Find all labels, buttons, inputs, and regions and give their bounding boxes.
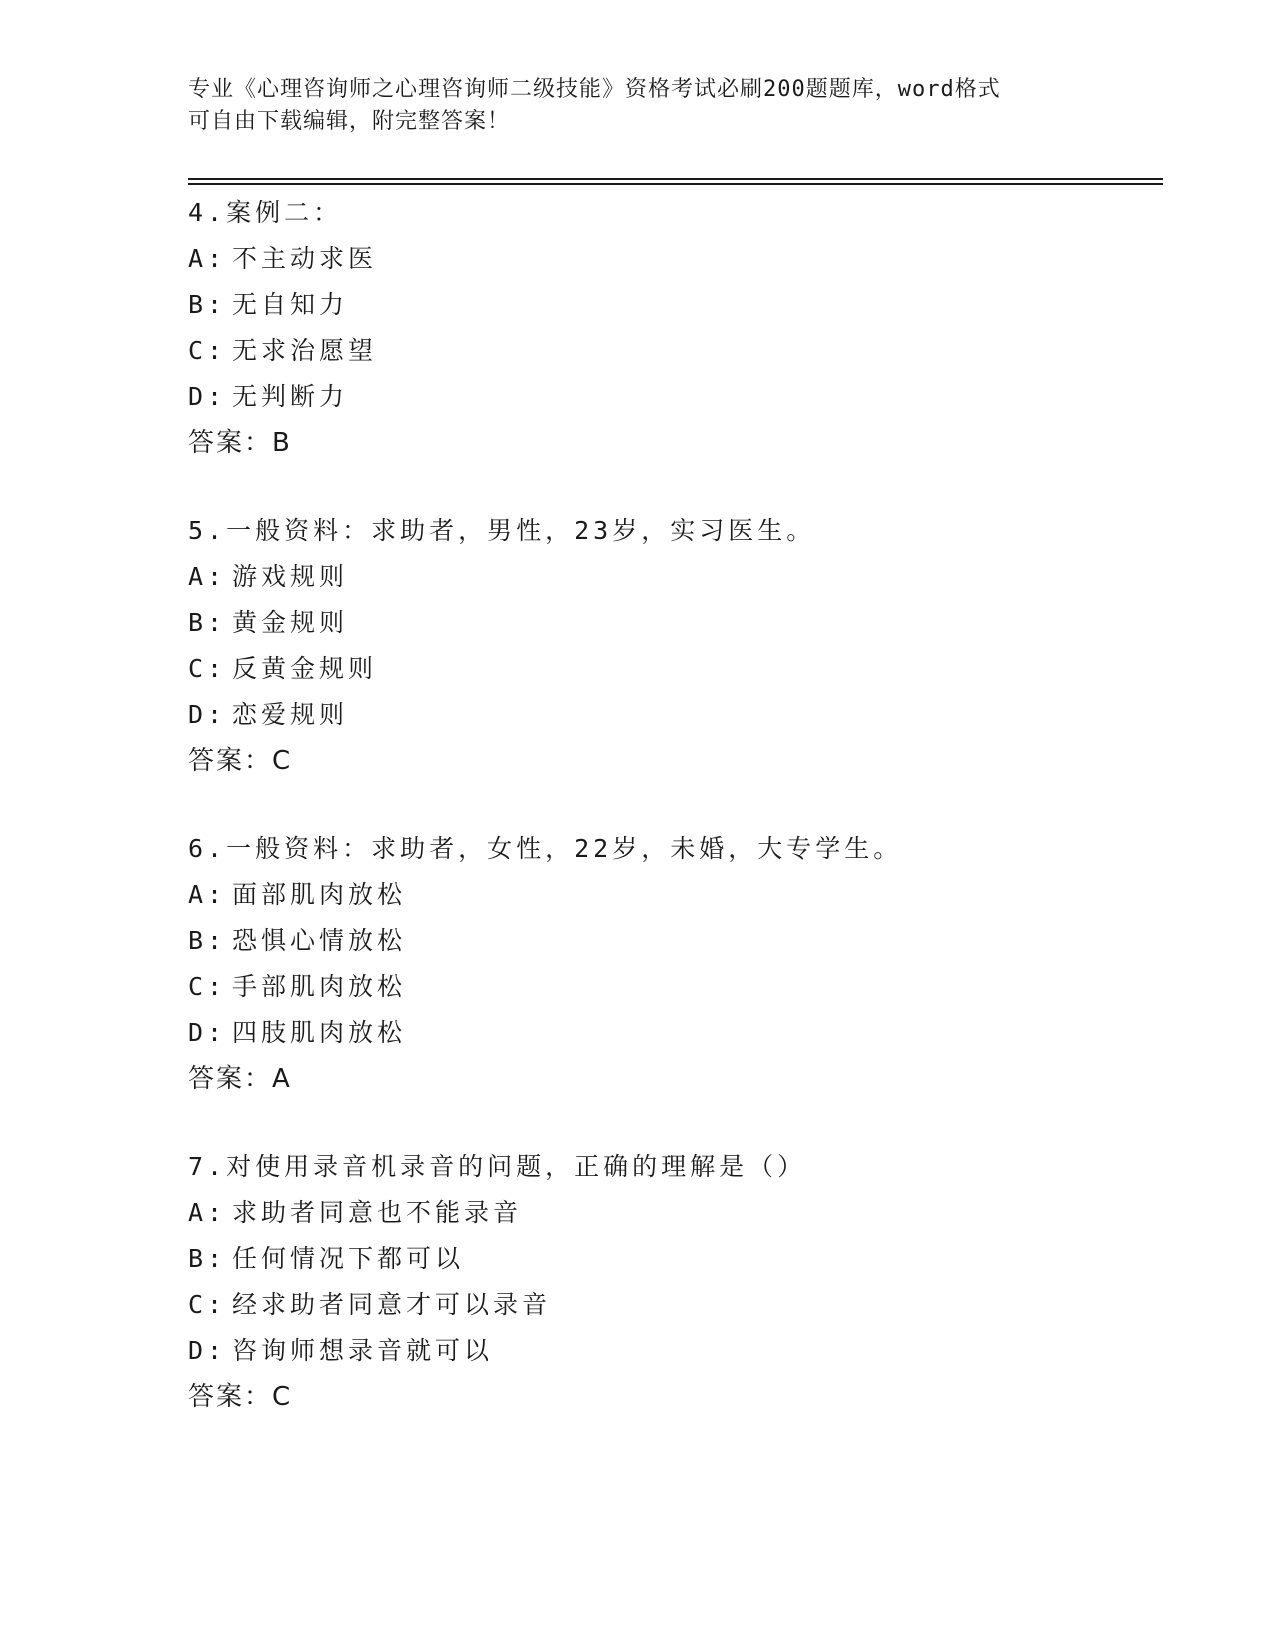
option-c xyxy=(188,1282,1163,1328)
option-key: A: xyxy=(188,244,227,273)
option-text: 反黄金规则 xyxy=(232,654,378,683)
option-c xyxy=(188,328,1163,374)
option-d xyxy=(188,374,1163,420)
option-a xyxy=(188,554,1163,600)
header-divider-bottom xyxy=(188,183,1163,185)
option-text: 恐惧心情放松 xyxy=(232,926,407,955)
option-key: C: xyxy=(188,336,227,365)
option-key: D: xyxy=(188,700,227,729)
option-text: 游戏规则 xyxy=(232,562,349,591)
answer: 答案：C xyxy=(188,746,293,776)
option-text: 无判断力 xyxy=(232,382,349,411)
option-key: D: xyxy=(188,382,227,411)
option-a xyxy=(188,872,1163,918)
question-stem: 4.案例二： xyxy=(188,198,343,227)
option-a xyxy=(188,236,1163,282)
document-header xyxy=(188,74,1088,138)
option-key: B: xyxy=(188,290,227,319)
option-text: 咨询师想录音就可以 xyxy=(232,1336,494,1365)
answer: 答案：C xyxy=(188,1382,293,1412)
option-key: B: xyxy=(188,1244,227,1273)
question-stem: 7.对使用录音机录音的问题，正确的理解是（） xyxy=(188,1152,807,1181)
header-line-1: 专业《心理咨询师之心理咨询师二级技能》资格考试必刷200题题库，word格式 xyxy=(188,77,1001,102)
question-list xyxy=(188,190,1163,1462)
option-d xyxy=(188,1010,1163,1056)
option-key: A: xyxy=(188,1198,227,1227)
option-text: 任何情况下都可以 xyxy=(232,1244,465,1273)
option-text: 经求助者同意才可以录音 xyxy=(232,1290,552,1319)
option-text: 四肢肌肉放松 xyxy=(232,1018,407,1047)
header-line-2: 可自由下载编辑，附完整答案！ xyxy=(188,109,511,134)
option-b xyxy=(188,918,1163,964)
option-key: B: xyxy=(188,926,227,955)
question-6 xyxy=(188,826,1163,1102)
option-key: D: xyxy=(188,1336,227,1365)
header-divider-top xyxy=(188,178,1163,180)
option-b xyxy=(188,600,1163,646)
option-a xyxy=(188,1190,1163,1236)
option-key: B: xyxy=(188,608,227,637)
option-key: C: xyxy=(188,972,227,1001)
option-text: 手部肌肉放松 xyxy=(232,972,407,1001)
option-text: 恋爱规则 xyxy=(232,700,349,729)
option-c xyxy=(188,646,1163,692)
option-key: A: xyxy=(188,562,227,591)
answer: 答案：A xyxy=(188,1064,292,1094)
option-b xyxy=(188,1236,1163,1282)
option-text: 求助者同意也不能录音 xyxy=(232,1198,523,1227)
question-5 xyxy=(188,508,1163,784)
question-stem: 6.一般资料：求助者，女性，22岁，未婚，大专学生。 xyxy=(188,834,903,863)
option-key: D: xyxy=(188,1018,227,1047)
option-text: 面部肌肉放松 xyxy=(232,880,407,909)
option-d xyxy=(188,1328,1163,1374)
question-stem: 5.一般资料：求助者，男性，23岁，实习医生。 xyxy=(188,516,816,545)
option-key: C: xyxy=(188,1290,227,1319)
answer: 答案：B xyxy=(188,428,292,458)
question-7 xyxy=(188,1144,1163,1420)
option-text: 无自知力 xyxy=(232,290,349,319)
option-text: 黄金规则 xyxy=(232,608,349,637)
option-key: C: xyxy=(188,654,227,683)
option-c xyxy=(188,964,1163,1010)
option-d xyxy=(188,692,1163,738)
question-4 xyxy=(188,190,1163,466)
option-b xyxy=(188,282,1163,328)
option-text: 无求治愿望 xyxy=(232,336,378,365)
option-key: A: xyxy=(188,880,227,909)
option-text: 不主动求医 xyxy=(232,244,378,273)
